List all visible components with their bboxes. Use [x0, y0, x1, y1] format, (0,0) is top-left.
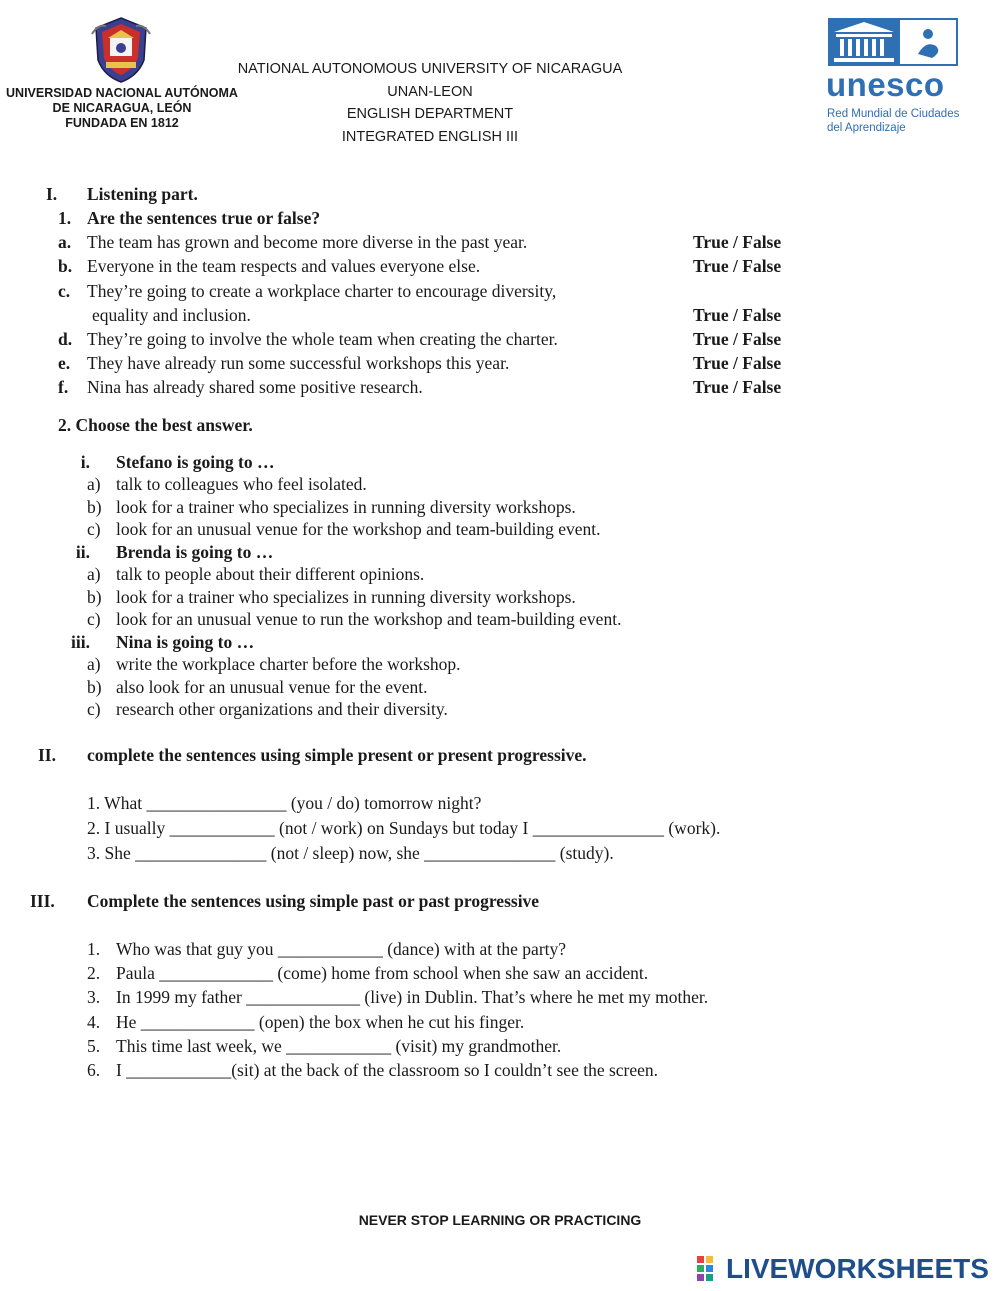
fill-in-sentence[interactable]: 2. I usually ____________ (not / work) on Sundays but today I _______________ (work).: [87, 818, 721, 838]
unesco-network-line: Red Mundial de Ciudades: [827, 108, 960, 120]
option-letter[interactable]: c): [87, 699, 101, 719]
item-letter: c.: [58, 281, 71, 301]
statement-text: They have already run some successful workshops this year.: [87, 353, 510, 373]
university-name-line: FUNDADA EN 1812: [65, 116, 179, 130]
item-number: 5.: [87, 1036, 101, 1056]
option-text[interactable]: look for a trainer who specializes in running diversity workshops.: [116, 587, 576, 607]
option-text[interactable]: research other organizations and their diversity.: [116, 699, 448, 719]
unesco-network-name: [827, 107, 959, 135]
option-letter[interactable]: c): [87, 519, 101, 539]
question-title: 2. Choose the best answer.: [58, 415, 253, 435]
item-letter: e.: [58, 353, 71, 373]
item-letter: b.: [58, 256, 73, 276]
option-letter[interactable]: a): [87, 564, 101, 584]
option-text[interactable]: look for a trainer who specializes in running diversity workshops.: [116, 497, 576, 517]
fill-in-sentence[interactable]: 3. She _______________ (not / sleep) now, she _______________ (study).: [87, 843, 614, 863]
question-number: 1.: [58, 208, 72, 228]
true-false-choice[interactable]: True / False: [693, 232, 782, 252]
option-text[interactable]: look for an unusual venue to run the workshop and team-building event.: [116, 609, 622, 629]
option-text[interactable]: also look for an unusual venue for the event.: [116, 677, 428, 697]
fill-in-sentence[interactable]: In 1999 my father _____________ (live) in Dublin. That’s where he met my mother.: [116, 987, 709, 1007]
section-title: Complete the sentences using simple past or past progressive: [87, 891, 540, 911]
question-stem: Nina is going to …: [116, 632, 255, 652]
option-letter[interactable]: b): [87, 497, 102, 517]
group-numeral: i.: [80, 452, 90, 472]
statement-text: They’re going to involve the whole team when creating the charter.: [87, 329, 558, 349]
option-text[interactable]: look for an unusual venue for the workshop and team-building event.: [116, 519, 601, 539]
fill-in-sentence[interactable]: He _____________ (open) the box when he cut his finger.: [116, 1012, 525, 1032]
section-title: Listening part.: [87, 184, 198, 204]
unesco-network-line: del Aprendizaje: [827, 122, 906, 134]
item-letter: d.: [58, 329, 73, 349]
option-letter[interactable]: a): [87, 474, 101, 494]
section-numeral: III.: [30, 891, 55, 911]
option-letter[interactable]: b): [87, 587, 102, 607]
item-number: 3.: [87, 987, 101, 1007]
item-number: 4.: [87, 1012, 101, 1032]
university-name: [0, 86, 244, 131]
true-false-choice[interactable]: True / False: [693, 377, 782, 397]
university-seal-icon: [88, 14, 154, 84]
option-letter[interactable]: b): [87, 677, 102, 697]
true-false-choice[interactable]: True / False: [693, 305, 782, 325]
option-text[interactable]: talk to colleagues who feel isolated.: [116, 474, 367, 494]
heading-line: UNAN-LEON: [387, 83, 473, 100]
footer-motto: NEVER STOP LEARNING OR PRACTICING: [358, 1212, 642, 1228]
statement-text: The team has grown and become more diverse in the past year.: [87, 232, 528, 252]
item-number: 1.: [87, 939, 101, 959]
section-numeral: I.: [46, 184, 58, 204]
fill-in-sentence[interactable]: 1. What ________________ (you / do) tomorrow night?: [87, 793, 482, 813]
heading-line: NATIONAL AUTONOMOUS UNIVERSITY OF NICARAGUA: [237, 61, 623, 77]
heading-line: INTEGRATED ENGLISH III: [341, 128, 519, 145]
question-stem: Stefano is going to …: [116, 452, 275, 472]
question-title: Are the sentences true or false?: [87, 208, 321, 228]
statement-text: They’re going to create a workplace charter to encourage diversity,: [87, 281, 557, 301]
document-heading: [220, 58, 640, 148]
section-title: complete the sentences using simple present or present progressive.: [87, 745, 587, 765]
option-text[interactable]: write the workplace charter before the workshop.: [116, 654, 461, 674]
heading-line: ENGLISH DEPARTMENT: [346, 106, 514, 122]
liveworksheets-logo-icon: [697, 1254, 723, 1286]
statement-text: Everyone in the team respects and values everyone else.: [87, 256, 481, 276]
fill-in-sentence[interactable]: This time last week, we ____________ (visit) my grandmother.: [116, 1036, 562, 1056]
option-letter[interactable]: a): [87, 654, 101, 674]
true-false-choice[interactable]: True / False: [693, 256, 782, 276]
option-text[interactable]: talk to people about their different opinions.: [116, 564, 425, 584]
university-name-line: UNIVERSIDAD NACIONAL AUTÓNOMA: [6, 86, 238, 100]
unesco-logo-text: unesco: [826, 66, 945, 103]
item-letter: a.: [58, 232, 72, 252]
fill-in-sentence[interactable]: I ____________(sit) at the back of the classroom so I couldn’t see the screen.: [116, 1060, 659, 1080]
statement-text: Nina has already shared some positive research.: [87, 377, 423, 397]
section-numeral: II.: [38, 745, 56, 765]
fill-in-sentence[interactable]: Who was that guy you ____________ (dance) with at the party?: [116, 939, 567, 959]
liveworksheets-brand[interactable]: LIVEWORKSHEETS: [726, 1253, 989, 1284]
group-numeral: iii.: [71, 632, 90, 652]
unesco-temple-icon: [828, 18, 958, 66]
university-name-line: DE NICARAGUA, LEÓN: [52, 101, 192, 115]
true-false-choice[interactable]: True / False: [693, 353, 782, 373]
item-number: 2.: [87, 963, 101, 983]
group-numeral: ii.: [75, 542, 90, 562]
item-letter: f.: [58, 377, 69, 397]
fill-in-sentence[interactable]: Paula _____________ (come) home from school when she saw an accident.: [116, 963, 649, 983]
true-false-choice[interactable]: True / False: [693, 329, 782, 349]
statement-text-continued: equality and inclusion.: [92, 305, 251, 325]
option-letter[interactable]: c): [87, 609, 101, 629]
question-stem: Brenda is going to …: [116, 542, 274, 562]
item-number: 6.: [87, 1060, 101, 1080]
